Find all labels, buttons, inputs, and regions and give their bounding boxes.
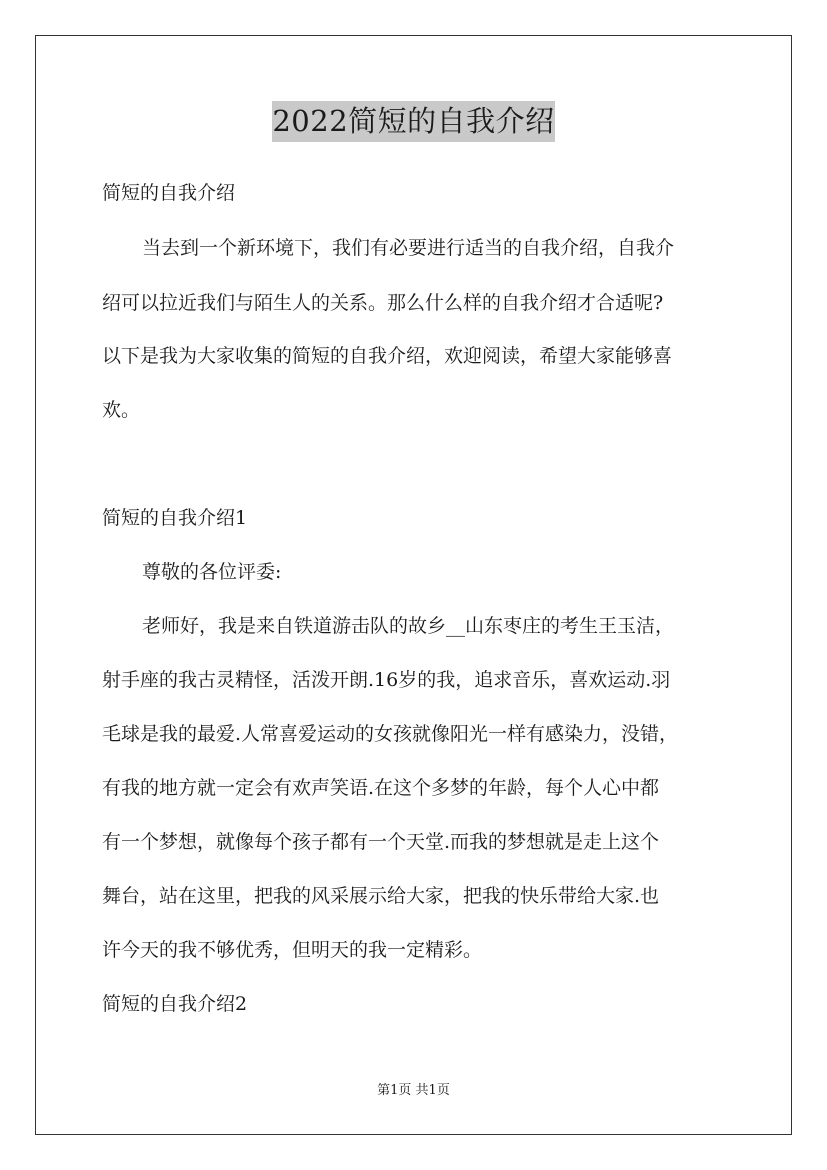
body-line: 毛球是我的最爱.人常喜爱运动的女孩就像阳光一样有感染力，没错， [102, 723, 679, 745]
intro-line: 欢。 [102, 399, 141, 421]
intro-line: 以下是我为大家收集的简短的自我介绍，欢迎阅读，希望大家能够喜 [102, 345, 673, 367]
document-title: 2022简短的自我介绍 [272, 101, 554, 142]
body-line: 有一个梦想，就像每个孩子都有一个天堂.而我的梦想就是走上这个 [102, 831, 660, 853]
body-line: 射手座的我古灵精怪，活泼开朗.16岁的我，追求音乐，喜欢运动.羽 [102, 669, 671, 691]
page-footer: 第1页 共1页 [377, 1083, 450, 1098]
title-container [0, 101, 827, 142]
heading-intro: 简短的自我介绍 [102, 182, 236, 204]
body-line: 有我的地方就一定会有欢声笑语.在这个多梦的年龄，每个人心中都 [102, 777, 660, 799]
body-line: 老师好，我是来自铁道游击队的故乡__山东枣庄的考生王玉洁， [142, 615, 675, 637]
body-line: 舞台，站在这里，把我的风采展示给大家，把我的快乐带给大家.也 [102, 885, 660, 907]
intro-line: 当去到一个新环境下，我们有必要进行适当的自我介绍，自我介 [142, 237, 675, 259]
intro-line: 绍可以拉近我们与陌生人的关系。那么什么样的自我介绍才合适呢? [102, 292, 664, 314]
salutation: 尊敬的各位评委: [142, 561, 282, 583]
section-heading-2: 简短的自我介绍2 [102, 993, 248, 1015]
section-heading-1: 简短的自我介绍1 [102, 507, 248, 529]
body-line: 许今天的我不够优秀，但明天的我一定精彩。 [102, 939, 483, 961]
